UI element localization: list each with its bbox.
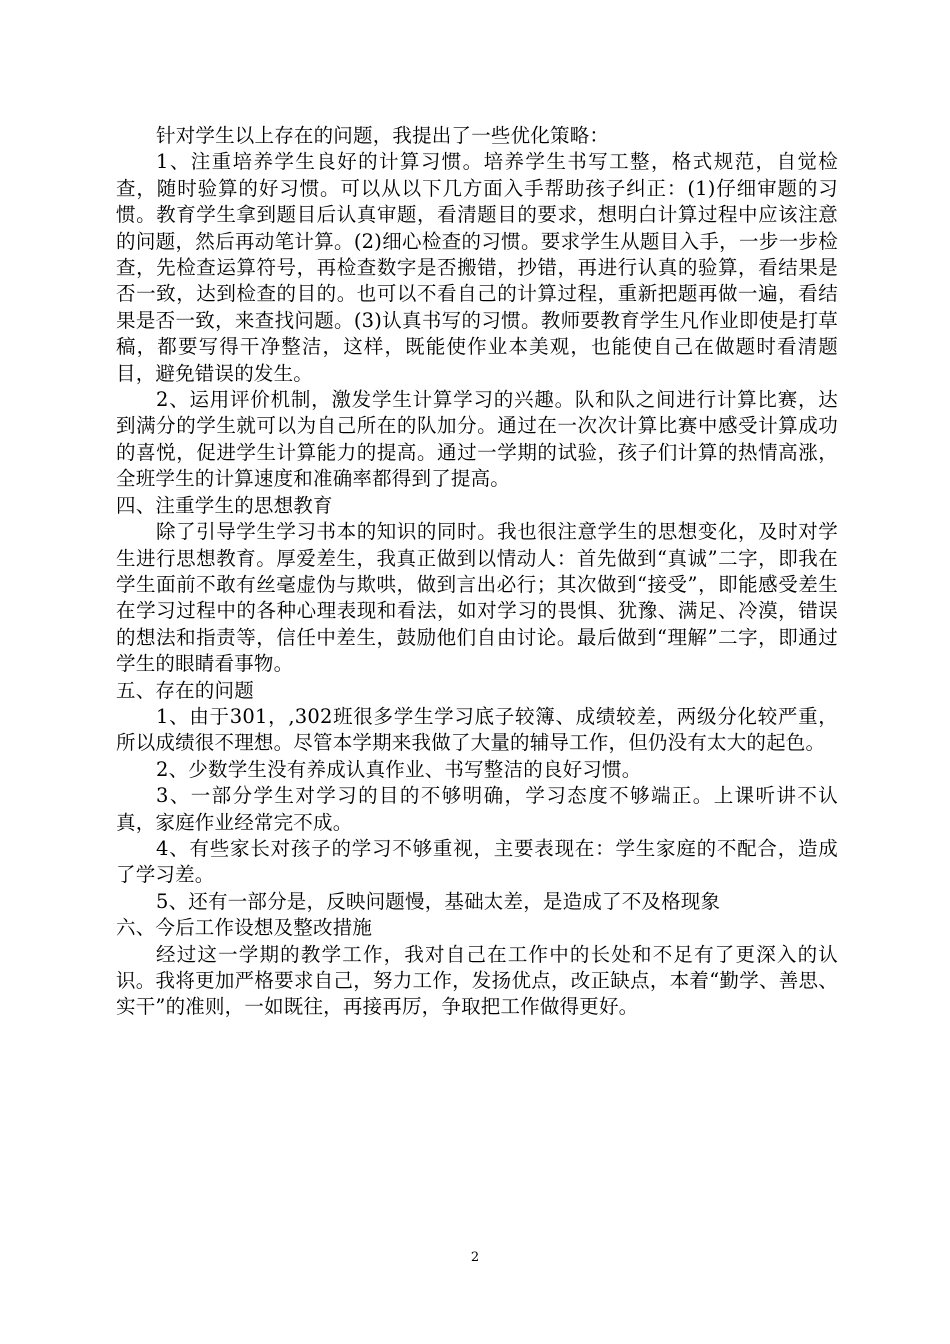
section-heading-4: 四、注重学生的思想教育: [116, 493, 333, 517]
problem-2-paragraph: 2、少数学生没有养成认真作业、书写整洁的良好习惯。: [156, 757, 642, 781]
strategy-2-paragraph: 2、运用评价机制，激发学生计算学习的兴趣。队和队之间进行计算比赛，达到满分的学生就可以为自己所在的队加分。通过在一次次计算比赛中感受计算成功的喜悦，促进学生计算能力的提高。通过一学期的试验，孩子们计算的热情高涨，全班学生的计算速度和准确率都得到了提高。: [116, 388, 838, 491]
problem-4-paragraph: 4、有些家长对孩子的学习不够重视，主要表现在：学生家庭的不配合，造成了学习差。: [116, 836, 838, 887]
future-plan-paragraph: 经过这一学期的教学工作，我对自己在工作中的长处和不足有了更深入的认识。我将更加严格要求自己，努力工作，发扬优点，改正缺点，本着“勤学、善思、实干”的准则，一如既往，再接再厉，争取把工作做得更好。: [116, 942, 838, 1019]
problem-1-paragraph: 1、由于301，,302班很多学生学习底子较簿、成绩较差，两级分化较严重，所以成绩很不理想。尽管本学期来我做了大量的辅导工作，但仍没有太大的起色。: [116, 704, 838, 755]
section-heading-6: 六、今后工作设想及整改措施: [116, 916, 373, 940]
thought-education-paragraph: 除了引导学生学习书本的知识的同时。我也很注意学生的思想变化，及时对学生进行思想教育。厚爱差生，我真正做到以情动人：首先做到“真诚”二字，即我在学生面前不敢有丝毫虚伪与欺哄，做到言出必行；其次做到“接受”，即能感受差生在学习过程中的各种心理表现和看法，如对学习的畏惧、犹豫、满足、冷漠，错误的想法和指责等，信任中差生，鼓励他们自由讨论。最后做到“理解”二字，即通过学生的眼睛看事物。: [116, 520, 838, 676]
section-heading-5: 五、存在的问题: [116, 678, 254, 702]
page-number: 2: [470, 1250, 480, 1265]
document-body: [116, 123, 838, 1021]
problem-5-paragraph: 5、还有一部分是，反映问题慢，基础太差，是造成了不及格现象: [156, 889, 721, 913]
intro-paragraph: 针对学生以上存在的问题，我提出了一些优化策略：: [156, 124, 610, 147]
problem-3-paragraph: 3、一部分学生对学习的目的不够明确，学习态度不够端正。上课听讲不认真，家庭作业经常完不成。: [116, 784, 838, 834]
strategy-1-paragraph: 1、注重培养学生良好的计算习惯。培养学生书写工整，格式规范，自觉检查，随时验算的好习惯。可以从以下几方面入手帮助孩子纠正：(1)仔细审题的习惯。教育学生拿到题目后认真审题，看清题目的要求，想明白计算过程中应该注意的问题，然后再动笔计算。(2)细心检查的习惯。要求学生从题目入手，一步一步检查，先检查运算符号，再检查数字是否搬错，抄错，再进行认真的验算，看结果是否一致，达到检查的目的。也可以不看自己的计算过程，重新把题再做一遍，看结果是否一致，来查找问题。(3)认真书写的习惯。教师要教育学生凡作业即使是打草稿，都要写得干净整洁，这样，既能使作业本美观，也能使自己在做题时看清题目，避免错误的发生。: [116, 150, 838, 385]
